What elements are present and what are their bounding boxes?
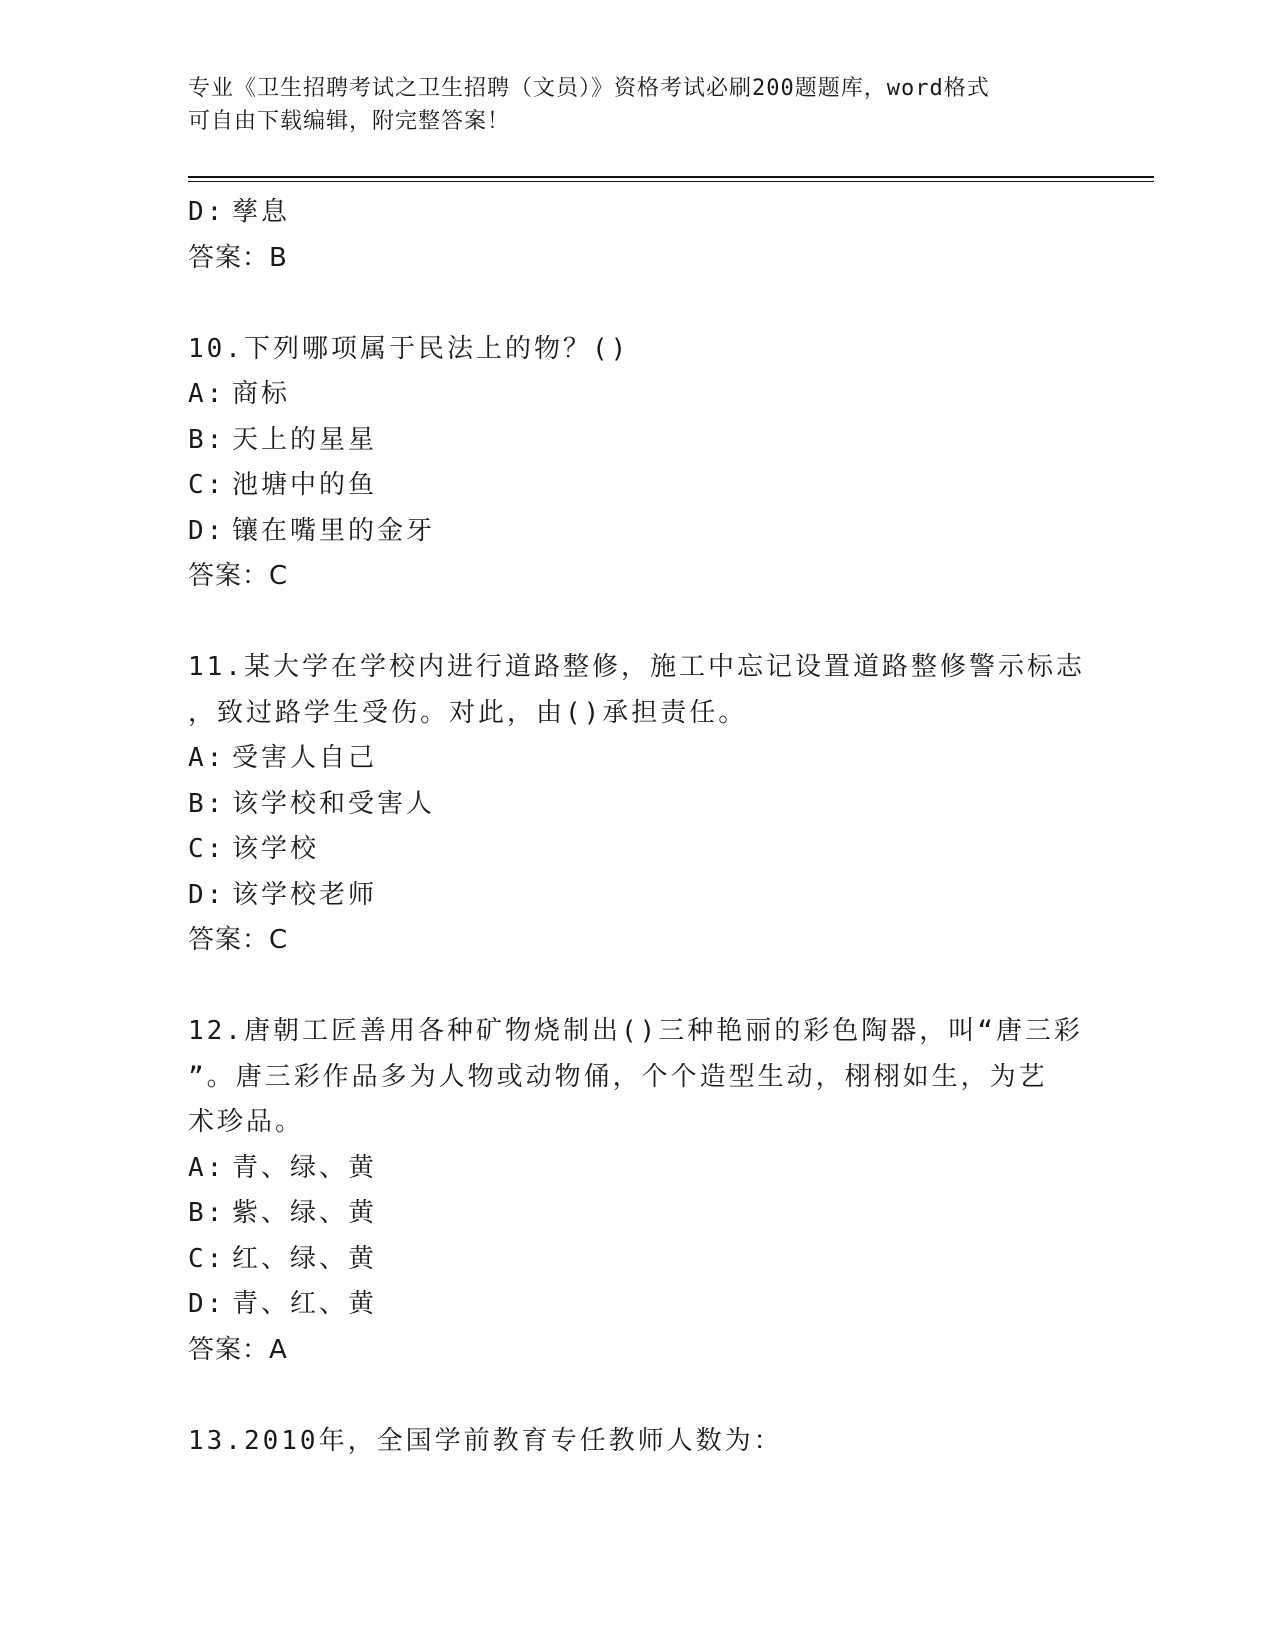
option-key: C: — [188, 470, 226, 500]
option-text: 商标 — [232, 379, 291, 409]
header-line-1: 专业《卫生招聘考试之卫生招聘（文员）》资格考试必刷200题题库，word格式 — [188, 76, 990, 101]
question-block — [188, 645, 1088, 964]
question-stem: ”。唐三彩作品多为人物或动物俑，个个造型生动，栩栩如生，为艺 — [188, 1061, 1048, 1092]
option-key: C: — [188, 834, 226, 864]
question-stem: 11.某大学在学校内进行道路整修，施工中忘记设置道路整修警示标志 — [188, 652, 1085, 682]
option-key: A: — [188, 1152, 226, 1183]
answer-line: 答案：A — [188, 1334, 288, 1365]
question-block — [188, 1009, 1088, 1373]
option-text: 红、绿、黄 — [232, 1243, 378, 1274]
option-b — [188, 1191, 1088, 1237]
question-stem: 13.2010年，全国学前教育专任教师人数为： — [188, 1425, 783, 1456]
answer-line: 答案：B — [188, 242, 288, 273]
option-a — [188, 736, 1088, 782]
option-d — [188, 873, 1088, 919]
option-text: 天上的星星 — [232, 424, 378, 455]
option-key: A: — [188, 743, 226, 773]
header-rule-thin — [188, 181, 1154, 182]
option-key: B: — [188, 1198, 226, 1228]
option-text: 该学校和受害人 — [232, 788, 436, 819]
spacer — [188, 1373, 1088, 1419]
option-d — [188, 1282, 1088, 1328]
option-key: D: — [188, 1289, 226, 1319]
option-key: D: — [188, 515, 226, 546]
header-line-2: 可自由下载编辑，附完整答案！ — [188, 109, 511, 134]
option-text: 镶在嘴里的金牙 — [232, 515, 436, 546]
option-c — [188, 1237, 1088, 1283]
option-text: 该学校 — [232, 834, 320, 864]
option-d — [188, 509, 1088, 555]
question-stem: ，致过路学生受伤。对此，由()承担责任。 — [188, 697, 748, 728]
question-block — [188, 327, 1088, 600]
answer-line: 答案：C — [188, 561, 289, 591]
option-text: 孳息 — [232, 197, 291, 227]
option-text: 青、绿、黄 — [232, 1152, 378, 1183]
spacer — [188, 600, 1088, 646]
option-key: B: — [188, 424, 226, 455]
option-key: C: — [188, 1243, 226, 1274]
option-text: 受害人自己 — [232, 743, 378, 773]
option-key: A: — [188, 379, 226, 409]
header-rule-thick — [188, 176, 1154, 178]
option-key: B: — [188, 788, 226, 819]
question-list — [188, 190, 1088, 1464]
option-a — [188, 372, 1088, 418]
question-stem: 12.唐朝工匠善用各种矿物烧制出()三种艳丽的彩色陶器，叫“唐三彩 — [188, 1016, 1083, 1046]
option-key: D: — [188, 879, 226, 910]
option-text: 青、红、黄 — [232, 1289, 378, 1319]
document-header — [188, 72, 1068, 138]
option-text: 紫、绿、黄 — [232, 1198, 378, 1228]
question-stem: 10.下列哪项属于民法上的物？() — [188, 333, 630, 364]
option-text: 池塘中的鱼 — [232, 470, 378, 500]
option-text: 该学校老师 — [232, 879, 378, 910]
option-b — [188, 418, 1088, 464]
option-b — [188, 782, 1088, 828]
option-a — [188, 1146, 1088, 1192]
option-key: D: — [188, 197, 226, 227]
spacer — [188, 964, 1088, 1010]
answer-line: 答案：C — [188, 925, 289, 955]
question-stem: 术珍品。 — [188, 1107, 305, 1137]
question-block — [188, 1419, 1088, 1465]
spacer — [188, 281, 1088, 327]
option-c — [188, 463, 1088, 509]
option-d — [188, 190, 1088, 236]
option-c — [188, 827, 1088, 873]
